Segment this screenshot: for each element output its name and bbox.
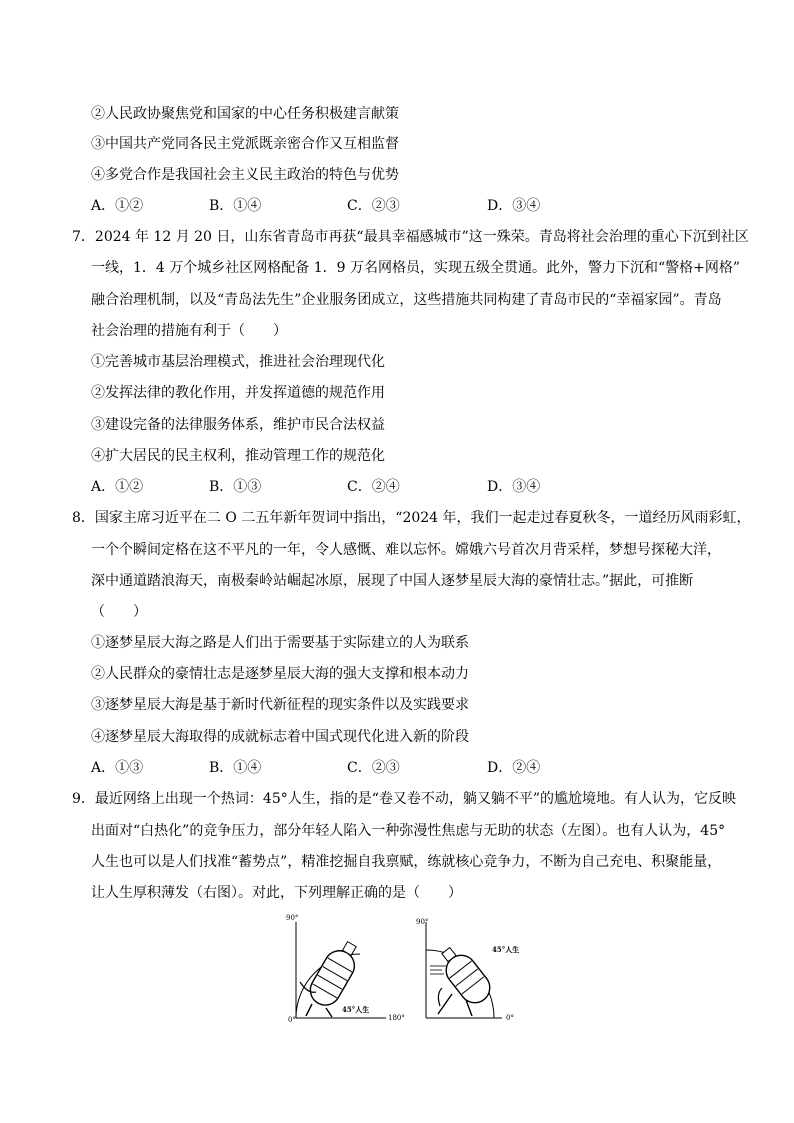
figure-left-top-label: 90°	[286, 914, 299, 922]
q7-item-1: ①完善城市基层治理模式，推进社会治理现代化	[91, 354, 385, 370]
prev-choice-d: D．③④	[487, 198, 541, 214]
prev-choice-a: A．①②	[91, 198, 144, 214]
prev-choice-c: C．②③	[347, 198, 400, 214]
q9-stem-line-2: 出面对“白热化”的竞争压力，部分年轻人陷入一种弥漫性焦虑与无助的状态（左图）。也有人认为，45°	[91, 823, 726, 839]
figure-right-top-label: 90°	[416, 918, 429, 926]
figure-right-caption: 45°人生	[492, 945, 520, 954]
q9-stem-line-4: 让人生厚积薄发（右图）。对此，下列理解正确的是（ ）	[91, 885, 462, 901]
q8-choice-d: D．②④	[487, 760, 541, 776]
q7-choice-a: A．①②	[91, 479, 144, 495]
q8-choice-c: C．②③	[347, 760, 400, 776]
q7-item-2: ②发挥法律的教化作用，并发挥道德的规范作用	[91, 385, 385, 401]
figure-left-bottom-label: 0°	[288, 1016, 296, 1024]
q9-stem-line-3: 人生也可以是人们找准“蓄势点”，精准挖掘自我禀赋，练就核心竞争力，不断为自己充电、积聚能量，	[91, 854, 722, 870]
q8-choice-a: A．①③	[91, 760, 144, 776]
figure-left	[286, 914, 404, 1026]
prev-choice-b: B．①④	[209, 198, 262, 214]
q7-item-3: ③建设完备的法律服务体系，维护市民合法权益	[91, 417, 385, 433]
q7-stem-line-2: 一线，1．4 万个城乡社区网格配备 1．9 万名网格员，实现五级全贯通。此外，警力下沉和“警格+网格”	[91, 260, 741, 276]
q7-stem-line-1: 7．2024 年 12 月 20 日，山东省青岛市再获“最具幸福感城市”这一殊荣。青岛将社会治理的重心下沉到社区	[72, 229, 749, 245]
q8-stem-line-4: （ ）	[91, 604, 147, 620]
q9-stem-line-1: 9．最近网络上出现一个热词：45°人生，指的是“卷又卷不动，躺又躺不平”的尴尬境地。有人认为，它反映	[72, 791, 737, 807]
prev-item-3: ③中国共产党同各民主党派既亲密合作又互相监督	[91, 136, 399, 152]
figure-right-drawing	[412, 914, 534, 1026]
q8-stem-line-2: 一个个瞬间定格在这不平凡的一年，令人感慨、难以忘怀。嫦娥六号首次月背采样，梦想号探秘大洋，	[91, 542, 721, 558]
q8-item-4: ④逐梦星辰大海取得的成就标志着中国式现代化进入新的阶段	[91, 729, 469, 745]
q7-stem-line-4: 社会治理的措施有利于（ ）	[91, 323, 287, 339]
q8-item-2: ②人民群众的豪情壮志是逐梦星辰大海的强大支撑和根本动力	[91, 666, 469, 682]
prev-item-4: ④多党合作是我国社会主义民主政治的特色与优势	[91, 167, 399, 183]
figure-left-caption: 45°人生	[342, 1005, 370, 1014]
q7-choice-b: B．①③	[209, 479, 262, 495]
figure-right-bottom-label: 0°	[506, 1014, 514, 1022]
q8-stem-line-1: 8．国家主席习近平在二 O 二五年新年贺词中指出，“2024 年，我们一起走过春夏秋冬，一道经历风雨彩虹，	[72, 510, 751, 526]
q8-stem-line-3: 深中通道踏浪海天，南极秦岭站崛起冰原，展现了中国人逐梦星辰大海的豪情壮志。”据此，可推断	[91, 573, 694, 589]
q7-choice-c: C．②④	[347, 479, 400, 495]
q7-choice-d: D．③④	[487, 479, 541, 495]
q7-stem-line-3: 融合治理机制，以及“青岛法先生”企业服务团成立，这些措施共同构建了青岛市民的“幸福家园”。青岛	[91, 292, 722, 308]
q8-choice-b: B．①④	[209, 760, 262, 776]
figure-left-right-label: 180°	[388, 1014, 405, 1022]
q7-item-4: ④扩大居民的民主权利，推动管理工作的规范化	[91, 448, 385, 464]
q8-item-3: ③逐梦星辰大海是基于新时代新征程的现实条件以及实践要求	[91, 697, 469, 713]
figure-right	[412, 914, 534, 1026]
q8-item-1: ①逐梦星辰大海之路是人们出于需要基于实际建立的人为联系	[91, 635, 469, 651]
prev-item-2: ②人民政协聚焦党和国家的中心任务积极建言献策	[91, 106, 399, 122]
